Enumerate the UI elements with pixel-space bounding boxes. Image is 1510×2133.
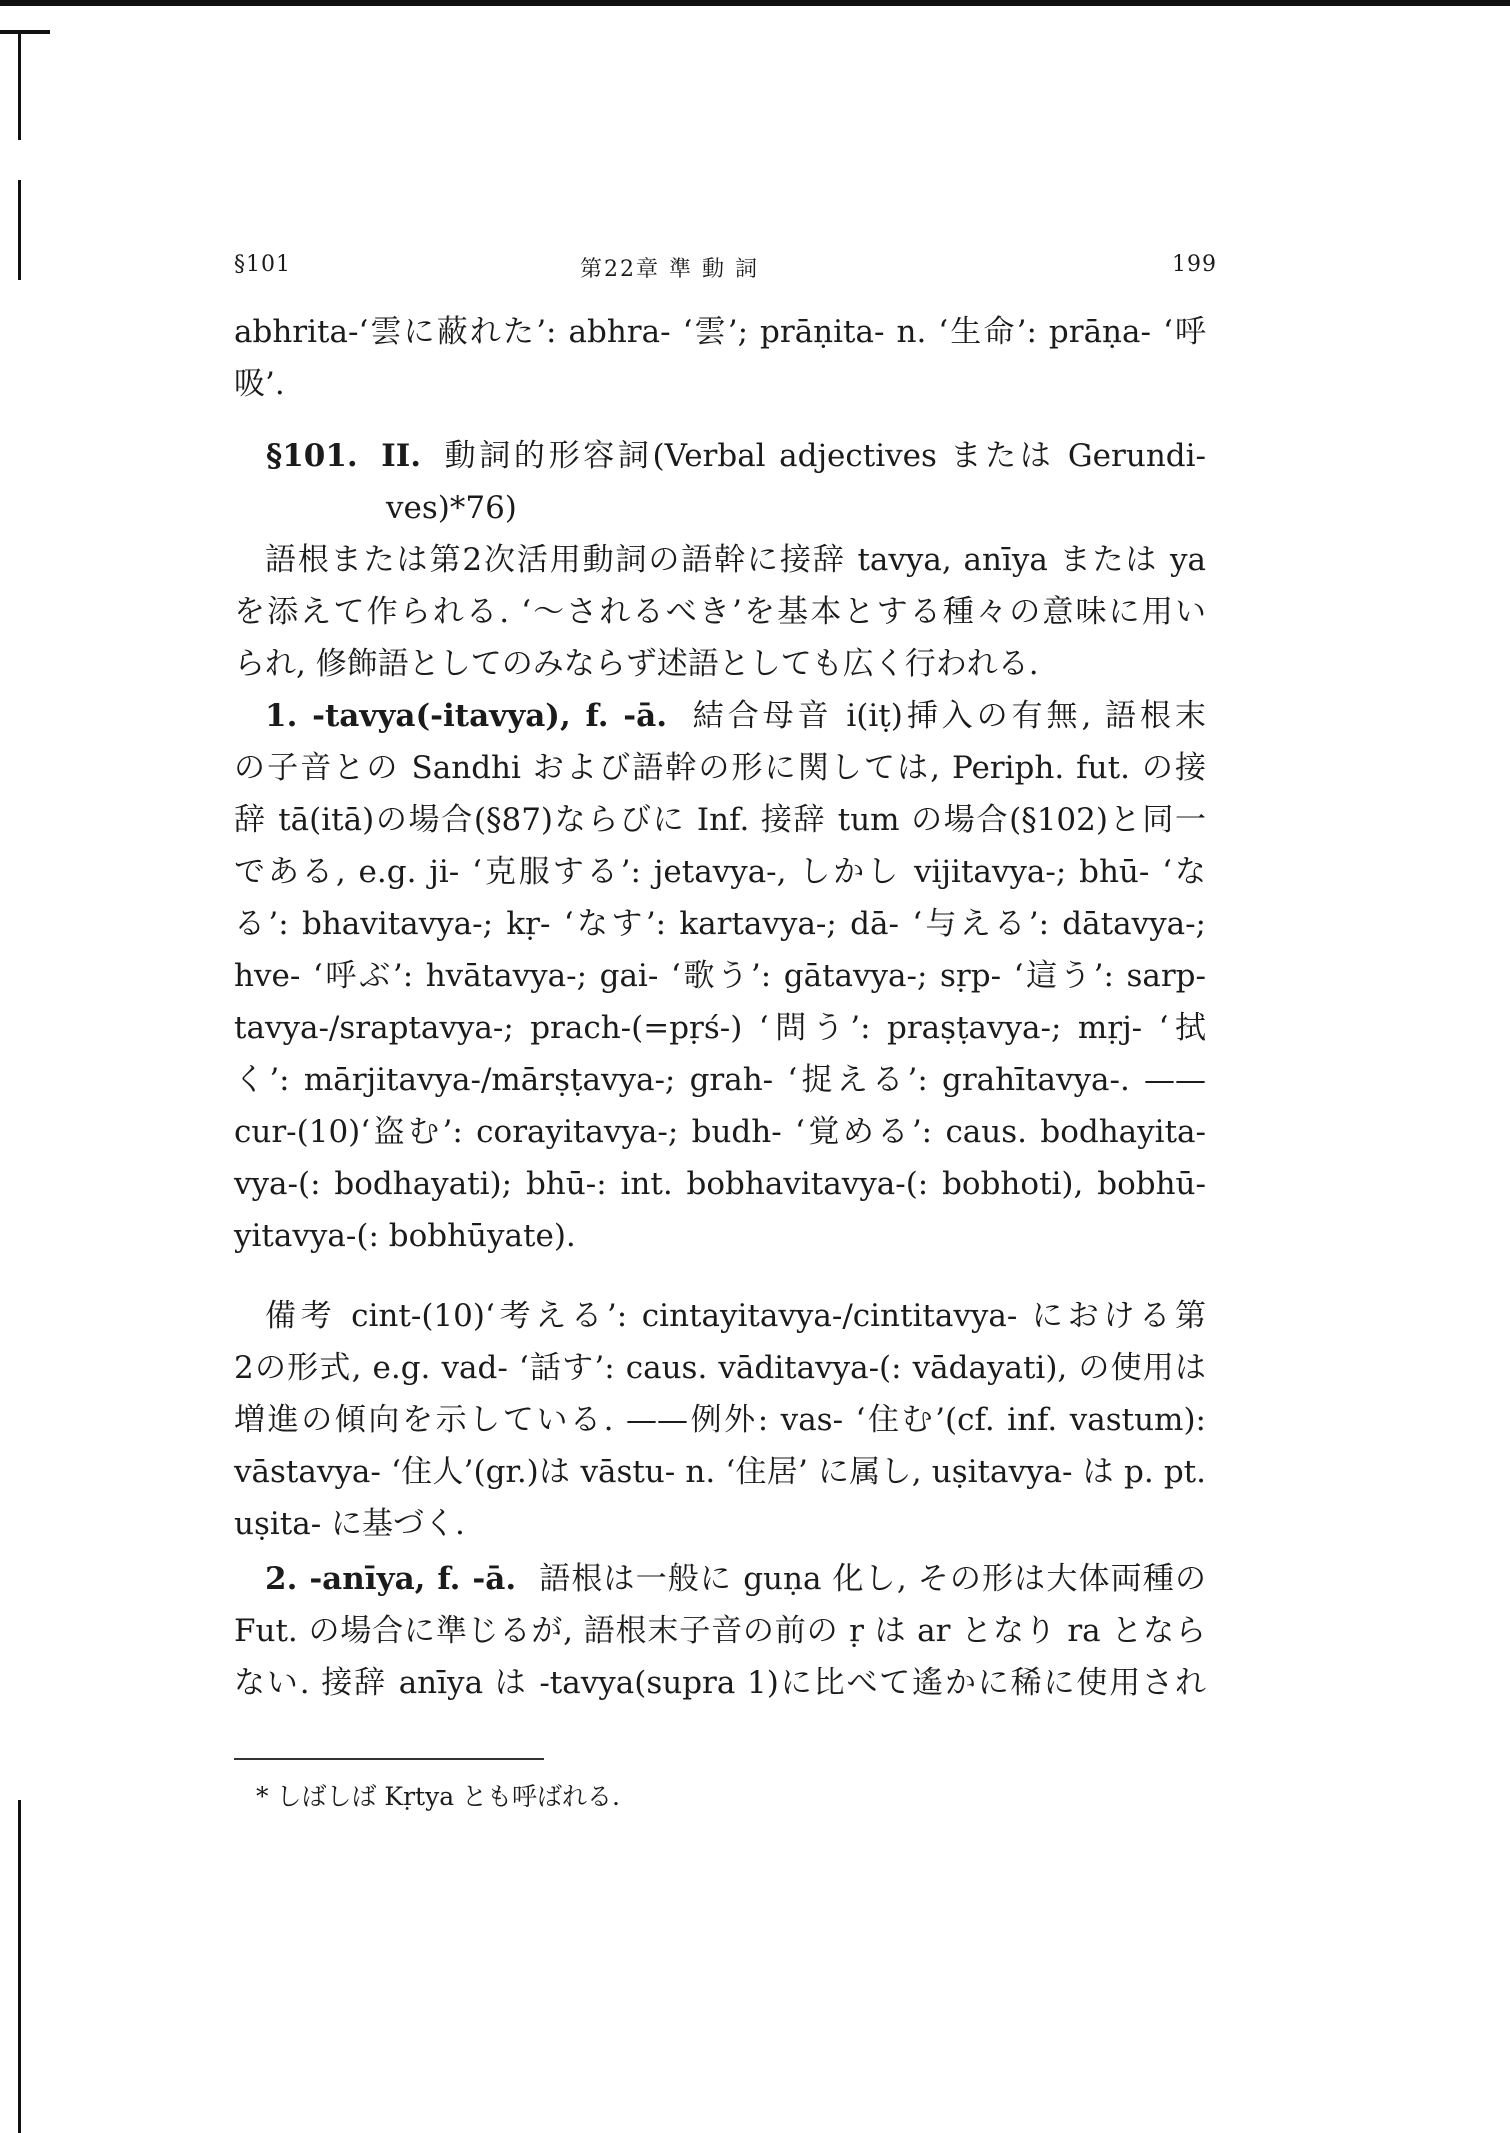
text-line: hve- ‘呼ぶ’: hvātavya-; gai- ‘歌う’: gātavya-; sṛp- ‘這う’: sarp- xyxy=(234,958,1206,994)
section-roman: II. xyxy=(381,438,422,474)
text-line: 語根は一般に guṇa 化し, その形は大体両種の xyxy=(539,1561,1207,1597)
text-line: ない. 接辞 anīya は -tavya(supra 1)に比べて遙かに稀に使用され xyxy=(234,1665,1206,1701)
running-header-chapter: 第22章 準 動 詞 xyxy=(580,257,759,282)
text-line: Fut. の場合に準じるが, 語根末子音の前の ṛ は ar となり ra となら xyxy=(234,1613,1206,1649)
text-line: 吸’. xyxy=(234,366,285,402)
intro-paragraph xyxy=(234,534,1206,690)
text-line: る’: bhavitavya-; kṛ- ‘なす’: kartavya-; dā- ‘与える’: dātavya-; xyxy=(234,906,1206,942)
text-line: 備考 cint-(10)‘考える’: cintayitavya-/cintitavya- における第 xyxy=(265,1298,1206,1334)
section-title: 動詞的形容詞(Verbal adjectives または Gerundi- xyxy=(444,438,1207,474)
text-line: 辞 tā(itā)の場合(§87)ならびに Inf. 接辞 tum の場合(§102)と同一 xyxy=(234,802,1206,838)
item-1-paragraph xyxy=(234,690,1206,1262)
text-line: vāstavya- ‘住人’(gr.)は vāstu- n. ‘住居’ に属し, uṣitavya- は p. pt. xyxy=(234,1454,1206,1490)
section-number: §101. xyxy=(266,438,358,474)
footnote: * しばしば Kṛtya とも呼ばれる. xyxy=(256,1782,620,1811)
item-1-label: 1. -tavya(-itavya), f. -ā. xyxy=(265,698,667,734)
text-line: 2の形式, e.g. vad- ‘話す’: caus. vāditavya-(: vādayati), の使用は xyxy=(234,1350,1206,1386)
text-line: yitavya-(: bobhūyate). xyxy=(234,1218,576,1254)
running-header-section: §101 xyxy=(234,252,291,277)
text-line: 増進の傾向を示している. ——例外: vas- ‘住む’(cf. inf. vastum): xyxy=(234,1402,1206,1438)
text-line: vya-(: bodhayati); bhū-: int. bobhavitavya-(: bobhoti), bobhū- xyxy=(234,1166,1206,1202)
text-line: の子音との Sandhi および語幹の形に関しては, Periph. fut. の接 xyxy=(234,750,1206,786)
text-line: tavya-/sraptavya-; prach-(=pṛś-) ‘問う’: praṣṭavya-; mṛj- ‘拭 xyxy=(234,1010,1206,1046)
text-line: uṣita- に基づく. xyxy=(234,1506,465,1542)
section-heading xyxy=(234,430,1206,534)
continuation-paragraph xyxy=(234,306,1206,410)
text-line: である, e.g. ji- ‘克服する’: jetavya-, しかし vijitavya-; bhū- ‘な xyxy=(234,854,1206,890)
text-line: cur-(10)‘盗む’: corayitavya-; budh- ‘覚める’: caus. bodhayita- xyxy=(234,1114,1206,1150)
text-line: く’: mārjitavya-/mārṣṭavya-; grah- ‘捉える’: grahītavya-. —— xyxy=(234,1062,1206,1098)
text-line: abhrita-‘雲に蔽れた’: abhra- ‘雲’; prāṇita- n. ‘生命’: prāṇa- ‘呼 xyxy=(234,314,1206,350)
remark-paragraph xyxy=(234,1290,1206,1550)
text-line: られ, 修飾語としてのみならず述語としても広く行われる. xyxy=(234,646,1039,682)
page-number: 199 xyxy=(1172,252,1217,277)
footnote-rule xyxy=(234,1758,544,1760)
item-2-paragraph xyxy=(234,1553,1206,1709)
text-line: を添えて作られる. ‘〜されるべき’を基本とする種々の意味に用い xyxy=(234,594,1206,630)
item-2-label: 2. -anīya, f. -ā. xyxy=(265,1561,517,1597)
text-line: 語根または第2次活用動詞の語幹に接辞 tavya, anīya または ya xyxy=(265,542,1206,578)
section-title-cont: ves)*76) xyxy=(386,490,517,526)
text-line: 結合母音 i(iṭ)挿入の有無, 語根末 xyxy=(692,698,1206,734)
